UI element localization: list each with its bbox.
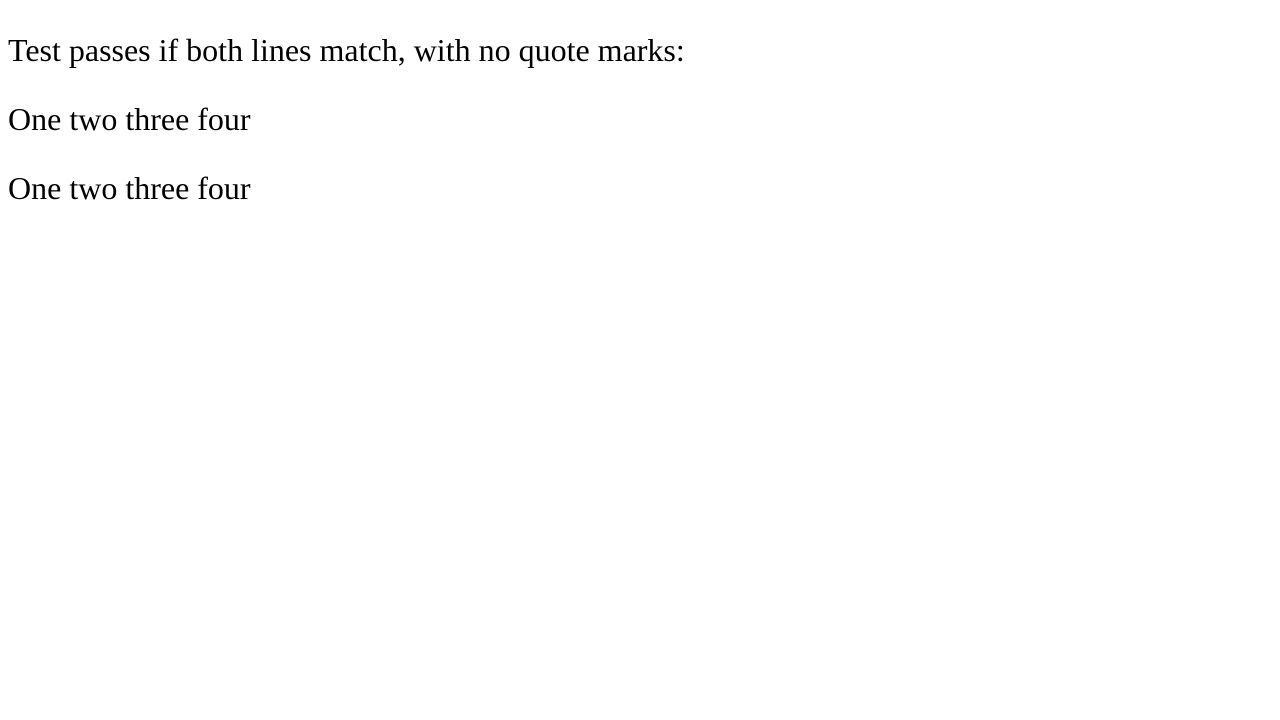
test-page-content <box>8 0 1272 207</box>
test-line-2: One two three four <box>8 170 251 206</box>
instruction-text: Test passes if both lines match, with no quote marks: <box>8 32 685 68</box>
test-line-1: One two three four <box>8 101 251 137</box>
